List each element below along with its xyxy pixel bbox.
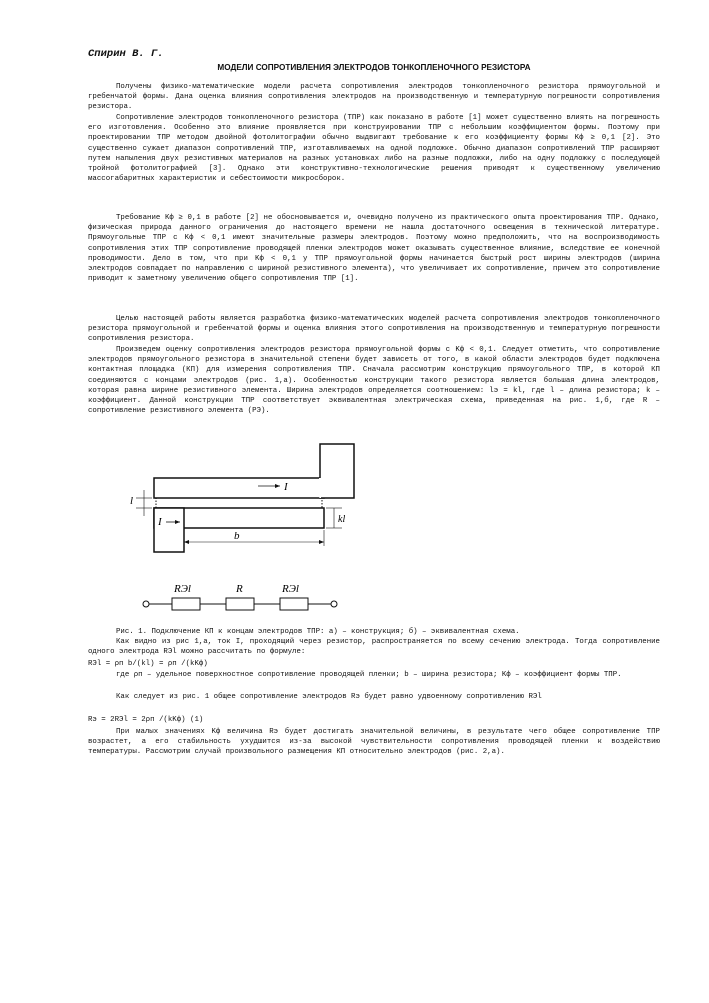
figure-1a-construction — [128, 442, 360, 554]
label-r-left: RЭl — [174, 583, 191, 595]
body-paragraph-4: Произведем оценку сопротивления электродов резистора прямоугольной формы с Kф < 0,1. Следует отметить, что сопротивление электродов прямоугольного резистора в значительной степени будет зависеть от того, в какой области электродов будет подключена контактная площадка (КП) для измерения сопротивления ТПР. Сначала рассмотрим конструкцию прямоугольного ТПР, в которой КП соединяются с концами электродов (рис. 1,а). Особенностью конструкции такого резистора является большая длина электродов, которая равна ширине резистивного элемента. Ширина электродов определяется соотношением: lэ = kl, где l – длина резистора; k – коэффициент. Данной конструкции ТПР соответствует эквивалентная электрическая схема, приведенная на рис. 1,б, где R – сопротивление резистивного элемента (РЭ). — [88, 346, 660, 416]
after-paragraph-1: Как видно из рис 1,а, ток I, проходящий через резистор, распространяется по всему сечению электрода. Тогда сопротивление одного электрода RЭl можно рассчитать по формуле: — [88, 638, 660, 657]
author: Спирин В. Г. — [88, 48, 164, 60]
top-contact-pad — [320, 444, 354, 498]
body-paragraph-3: Целью настоящей работы является разработка физико-математических моделей расчета сопротивления электродов тонкопленочного резистора прямоугольной и гребенчатой формы и оценка влияния этого сопротивления на производственную и температурную погрешности сопротивления резистора. — [88, 315, 660, 344]
paper-title: МОДЕЛИ СОПРОТИВЛЕНИЯ ЭЛЕКТРОДОВ ТОНКОПЛЕНОЧНОГО РЕЗИСТОРА — [217, 63, 531, 72]
figure-caption: Рис. 1. Подключение КП к концам электродов ТПР: а) – конструкция; б) – эквивалентная схема. — [116, 628, 520, 636]
abstract-paragraph: Получены физико-математические модели расчета сопротивления электродов тонкопленочного резистора прямоугольной и гребенчатой формы. Дана оценка влияния сопротивления электродов на производственную и температурную погрешности сопротивления резистора. — [88, 83, 660, 112]
formula-1: RЭl = ρп b/(kl) = ρп /(kKф) — [88, 660, 208, 668]
body-paragraph-1: Сопротивление электродов тонкопленочного резистора (ТПР) как показано в работе [1] может существенно влиять на погрешность его изготовления. Особенно это влияние проявляется при конструировании ТПР с небольшим коэффициентом формы. Поэтому при проектировании ТПР методом двойной фотолитографии обычно выдвигают требование к его коэффициенту формы Kф ≥ 0,1 [2]. Это существенно сужает диапазон сопротивлений ТПР, изготавливаемых на одной подложке. Обычно диапазон сопротивлений ТПР расширяют путем напыления двух резистивных материалов на разных установках либо на разные подложки, либо на одну подложку с последующей тройной фотолитографией [3]. Однако эти конструктивно-технологические решения приводят к существенному увеличению массогабаритных характеристик и себестоимости микросборок. — [88, 114, 660, 184]
resistive-element — [156, 498, 322, 508]
label-r-mid: R — [236, 583, 243, 595]
label-l: l — [130, 495, 134, 507]
resistor-electrode-right — [280, 598, 308, 610]
resistor-element — [226, 598, 254, 610]
figure-1b-equivalent-circuit — [140, 576, 340, 620]
formula-2: Rэ = 2RЭl = 2ρп /(kKф) (1) — [88, 716, 204, 724]
label-I-bottom: I — [158, 516, 162, 528]
resistor-electrode-left — [172, 598, 200, 610]
label-r-right: RЭl — [282, 583, 299, 595]
top-electrode — [154, 478, 324, 498]
after-paragraph-4: При малых значениях Kф величина Rэ будет достигать значительной величины, в результате чего общее сопротивление ТПР возрастет, а его стабильность ухудшится из-за высокой чувствительности сопротивления проводящей пленки к воздействию температуры. Рассмотрим случай произвольного размещения КП относительно электродов (рис. 2,а). — [88, 728, 660, 757]
label-b: b — [234, 530, 240, 542]
body-paragraph-2: Требование Kф ≥ 0,1 в работе [2] не обосновывается и, очевидно получено из практического опыта проектирования ТПР. Однако, физическая природа данного ограничения до настоящего времени не нашла достаточного освещения в технической литературе. Прямоугольные ТПР с Kф < 0,1 имеют значительные размеры электродов. Поэтому можно предположить, что на воспроизводимость сопротивления этих ТПР сопротивление проводящей пленки электродов может оказывать существенное влияние, вследствие ее конечной проводимости. Дело в том, что при Kф < 0,1 у ТПР прямоугольной формы начинается быстрый рост ширины электродов (ширина электродов совпадает по направлению с шириной резистивного элемента), что увеличивает их сопротивление, причем это сопротивление приводит к заметному увеличению общего сопротивления ТПР [1]. — [88, 214, 660, 284]
bottom-contact-pad — [154, 508, 184, 552]
label-I-top: I — [284, 481, 288, 493]
after-paragraph-3: Как следует из рис. 1 общее сопротивление электродов Rэ будет равно удвоенному сопротивлению RЭl — [116, 693, 542, 701]
label-kl: kl — [338, 514, 346, 525]
after-paragraph-2: где ρп – удельное поверхностное сопротивление проводящей пленки; b – ширина резистора; Kф – коэффициент формы ТПР. — [116, 671, 622, 679]
